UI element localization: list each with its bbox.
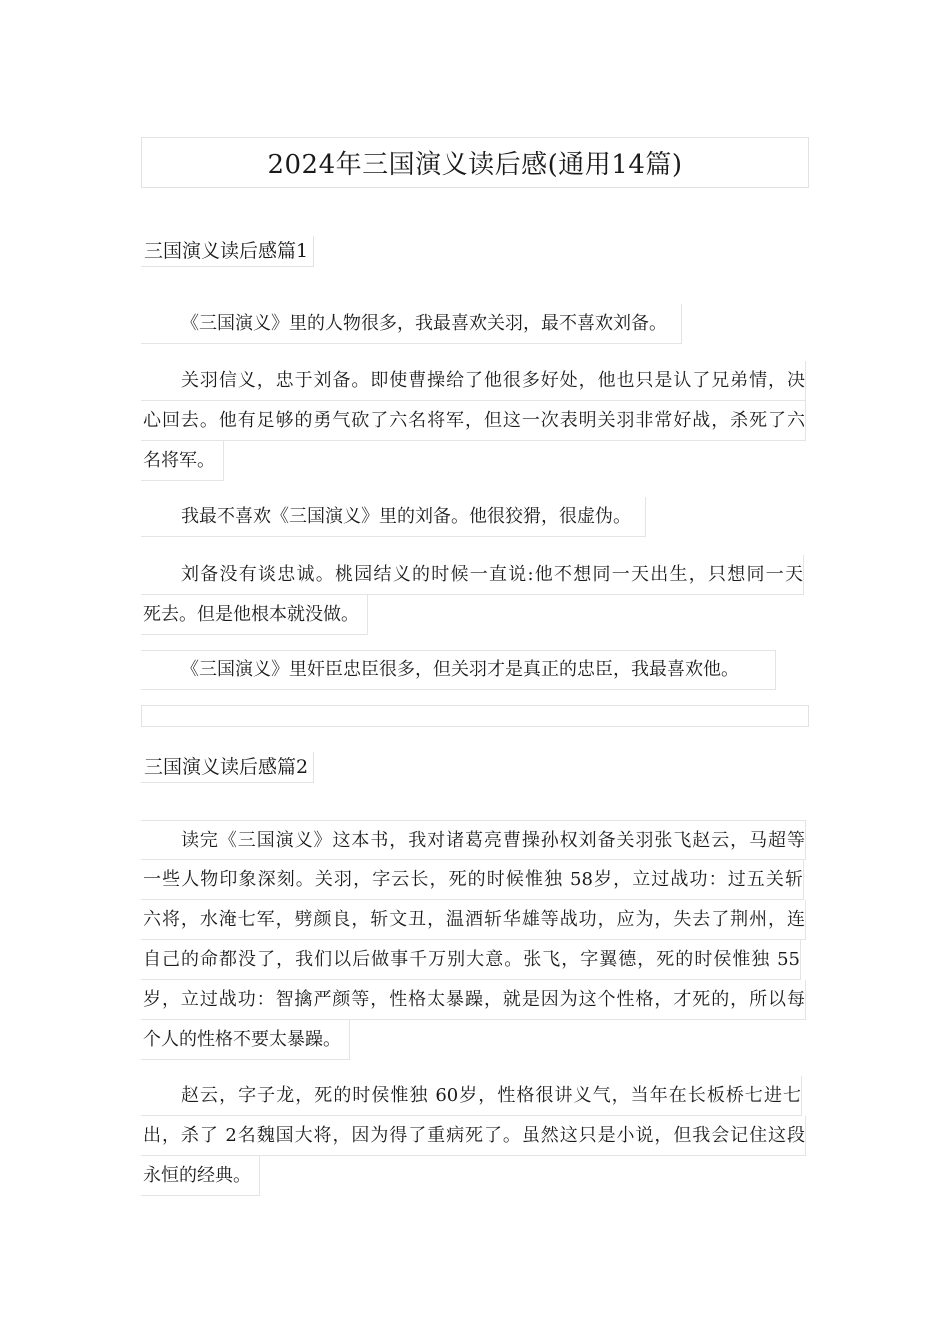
text-line: 名将军。: [141, 441, 224, 481]
text-line: 岁，立过战功：智擒严颜等，性格太暴躁，就是因为这个性格，才死的，所以每: [141, 980, 806, 1020]
section-heading-1: 三国演义读后感篇1: [141, 236, 314, 267]
text-line: 出，杀了 2名魏国大将，因为得了重病死了。虽然这只是小说，但我会记住这段: [141, 1116, 806, 1156]
text-line: 《三国演义》里的人物很多，我最喜欢关羽，最不喜欢刘备。: [141, 304, 682, 344]
section2-paragraph-1: [141, 820, 809, 1060]
text-line: 自己的命都没了，我们以后做事千万别大意。张飞，字翼德，死的时侯惟独 55: [141, 940, 801, 980]
section-divider: [141, 705, 809, 727]
section1-paragraph-1: [141, 304, 809, 344]
section-heading-2: 三国演义读后感篇2: [141, 752, 314, 783]
document-title: [141, 137, 809, 188]
section1-paragraph-3: [141, 497, 809, 537]
text-line: 一些人物印象深刻。关羽，字云长，死的时候惟独 58岁，立过战功：过五关斩: [141, 860, 804, 900]
section1-paragraph-5: [141, 650, 809, 690]
text-line: 死去。但是他根本就没做。: [141, 595, 368, 635]
section2-paragraph-2: [141, 1076, 809, 1196]
text-line: 永恒的经典。: [141, 1156, 260, 1196]
text-line: 读完《三国演义》这本书，我对诸葛亮曹操孙权刘备关羽张飞赵云，马超等: [141, 820, 806, 860]
text-line: 刘备没有谈忠诚。桃园结义的时候一直说:他不想同一天出生，只想同一天: [141, 555, 804, 595]
section1-paragraph-4: [141, 555, 809, 635]
text-line: 个人的性格不要太暴躁。: [141, 1020, 350, 1060]
text-line: 《三国演义》里奸臣忠臣很多，但关羽才是真正的忠臣，我最喜欢他。: [141, 650, 776, 690]
text-line: 心回去。他有足够的勇气砍了六名将军，但这一次表明关羽非常好战，杀死了六: [141, 401, 806, 441]
text-line: 六将，水淹七军，劈颜良，斩文丑，温酒斩华雄等战功，应为，失去了荆州，连: [141, 900, 806, 940]
section1-paragraph-2: [141, 361, 809, 481]
text-line: 赵云，字子龙，死的时侯惟独 60岁，性格很讲义气，当年在长板桥七进七: [141, 1076, 802, 1116]
document-title-text: 2024年三国演义读后感(通用14篇): [267, 150, 683, 180]
text-line: 关羽信义，忠于刘备。即使曹操给了他很多好处，他也只是认了兄弟情，决: [141, 361, 806, 401]
text-line: 我最不喜欢《三国演义》里的刘备。他很狡猾，很虚伪。: [141, 497, 646, 537]
